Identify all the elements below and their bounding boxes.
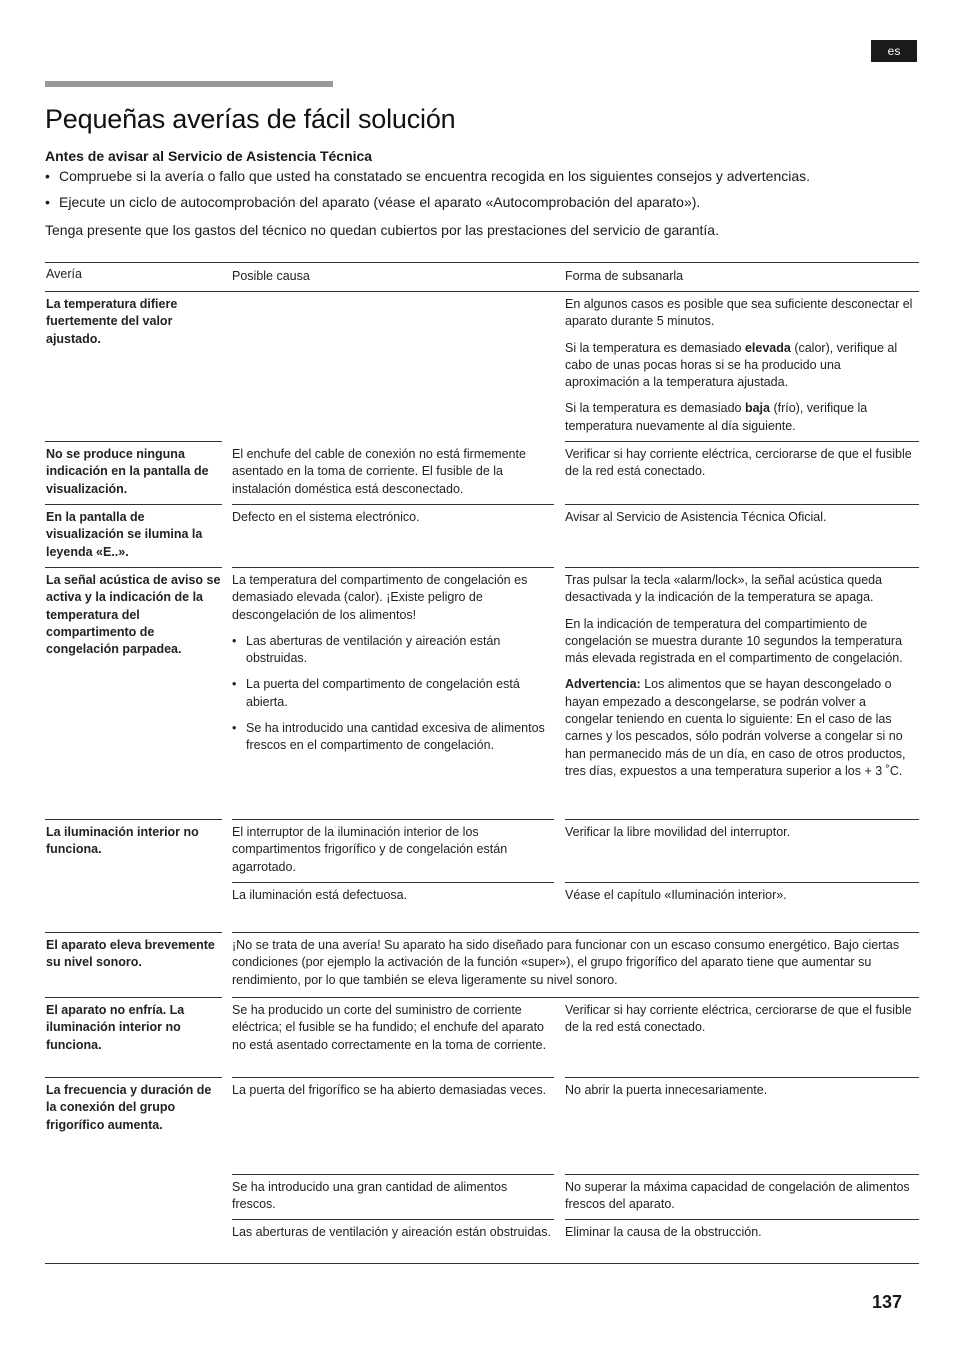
cause-text: La puerta del frigorífico se ha abierto demasiadas veces. <box>232 1083 547 1097</box>
row-rule <box>232 1219 554 1220</box>
row-rule <box>232 882 554 883</box>
fault-text: La señal acústica de aviso se activa y la indicación de la temperatura del compartimento de congelación parpadea. <box>46 573 221 657</box>
row-rule <box>45 441 222 442</box>
intro-bullet: • Ejecute un ciclo de autocomprobación del aparato (véase el aparato «Autocomprobación del aparato»). <box>45 193 920 211</box>
cause-text: Se ha producido un corte del suministro de corriente eléctrica; el fusible se ha fundido; el enchufe del aparato no está asentado correctamente en la toma de corriente. <box>232 1003 547 1052</box>
intro-section <box>45 147 920 239</box>
row-rule <box>565 441 919 442</box>
row-rule <box>232 1174 554 1175</box>
row-rule <box>232 1077 554 1078</box>
cause-text: La temperatura del compartimento de congelación es demasiado elevada (calor). ¡Existe peligro de descongelación de los alimentos! <box>232 573 528 622</box>
cause-text: La iluminación está defectuosa. <box>232 888 408 902</box>
intro-bullet: • Compruebe si la avería o fallo que usted ha constatado se encuentra recogida en los siguientes consejos y advertencias. <box>45 167 920 185</box>
solution-text: Tras pulsar la tecla «alarm/lock», la señal acústica queda desactivada y la indicación de la temperatura se apaga. <box>565 573 883 605</box>
header-rule <box>45 291 919 292</box>
row-rule <box>45 567 222 568</box>
fault-text: No se produce ninguna indicación en la pantalla de visualización. <box>46 447 209 496</box>
solution-text: En algunos casos es posible que sea suficiente desconectar el aparato durante 5 minutos. <box>565 297 913 329</box>
row-rule <box>565 819 919 820</box>
intro-heading: Antes de avisar al Servicio de Asistencia Técnica <box>45 148 373 164</box>
row-rule <box>565 882 919 883</box>
cause-bullet: • Se ha introducido una cantidad excesiva de alimentos frescos en el compartimento de congelación. <box>232 720 554 755</box>
solution-text: No superar la máxima capacidad de congelación de alimentos frescos del aparato. <box>565 1180 910 1212</box>
row-rule <box>565 1174 919 1175</box>
intro-note: Tenga presente que los gastos del técnico no quedan cubiertos por las prestaciones del servicio de garantía. <box>45 222 719 238</box>
fault-text: El aparato eleva brevemente su nivel sonoro. <box>46 938 215 970</box>
solution-text: Verificar si hay corriente eléctrica, cerciorarse de que el fusible de la red está conectado. <box>565 1003 912 1035</box>
row-rule <box>565 1077 919 1078</box>
solution-text: Verificar la libre movilidad del interruptor. <box>565 825 791 839</box>
row-rule <box>232 819 554 820</box>
row-rule <box>565 504 919 505</box>
solution-text: No abrir la puerta innecesariamente. <box>565 1083 768 1097</box>
solution-text: Si la temperatura es demasiado baja (frío), verifique la temperatura nuevamente al día siguiente. <box>565 401 868 433</box>
solution-text: Véase el capítulo «Iluminación interior». <box>565 888 787 902</box>
top-decorative-rule <box>45 81 333 87</box>
header-cause: Posible causa <box>232 269 310 283</box>
row-rule <box>232 567 554 568</box>
cause-text: Las aberturas de ventilación y aireación están obstruidas. <box>232 1225 551 1239</box>
fault-text: El aparato no enfría. La iluminación interior no funciona. <box>46 1003 185 1052</box>
header-fault: Avería <box>46 267 82 281</box>
solution-text: En la indicación de temperatura del compartimiento de congelación se muestra durante 10 segundos la temperatura más elevada registrada en el compartimento de congelación. <box>565 616 903 666</box>
header-solution: Forma de subsanarla <box>565 269 684 283</box>
solution-text: Verificar si hay corriente eléctrica, cerciorarse de que el fusible de la red está conectado. <box>565 447 912 479</box>
solution-text: Si la temperatura es demasiado elevada (calor), verifique al cabo de unas pocas horas si se ha producido una aproximación a la temperatura ajustada. <box>565 340 898 390</box>
table-bottom-rule <box>45 1263 919 1264</box>
cause-cell <box>232 572 554 764</box>
page-title: Pequeñas averías de fácil solución <box>45 104 456 134</box>
solution-cell <box>565 296 917 444</box>
row-rule <box>565 567 919 568</box>
warning-text: Advertencia: Los alimentos que se hayan descongelado o hayan empezado a descongelarse, se podrán volver a congelar teniendo en cuenta lo siguiente: En el caso de las carnes y los pescados, sólo podrán volverse a congelar si no han permanecido más de un día, en caso de otros productos, tres días, expuestos a una temperatura superior a los + 3 ˚C. <box>565 677 906 778</box>
fault-text: La frecuencia y duración de la conexión del grupo frigorífico aumenta. <box>46 1083 212 1132</box>
cause-bullet: • Las aberturas de ventilación y aireación están obstruidas. <box>232 633 554 668</box>
fault-text: En la pantalla de visualización se ilumina la leyenda «E..». <box>46 510 203 559</box>
fault-text: La temperatura difiere fuertemente del valor ajustado. <box>46 297 178 346</box>
fault-text: La iluminación interior no funciona. <box>46 825 199 857</box>
table-header-row <box>45 262 919 291</box>
row-rule <box>232 504 554 505</box>
solution-text: Avisar al Servicio de Asistencia Técnica Oficial. <box>565 510 827 524</box>
row-rule <box>45 997 222 998</box>
row-rule <box>45 819 222 820</box>
row-rule <box>45 1077 222 1078</box>
cause-bullet-list <box>232 633 554 755</box>
solution-text: Eliminar la causa de la obstrucción. <box>565 1225 762 1239</box>
intro-bullet-list <box>45 167 920 211</box>
row-rule <box>565 1219 919 1220</box>
cause-text: El interruptor de la iluminación interior de los compartimentos frigorífico y de congelación están agarrotado. <box>232 825 508 874</box>
cause-text: Defecto en el sistema electrónico. <box>232 510 420 524</box>
row-rule <box>232 997 919 998</box>
row-rule <box>45 932 222 933</box>
solution-cell <box>565 572 917 789</box>
row-rule <box>45 504 222 505</box>
cause-bullet: • La puerta del compartimento de congelación está abierta. <box>232 676 554 711</box>
page-number: 137 <box>872 1292 903 1312</box>
cause-text: El enchufe del cable de conexión no está firmemente asentado en la toma de corriente. El fusible de la instalación doméstica está desconectado. <box>232 447 526 496</box>
info-text: ¡No se trata de una avería! Su aparato ha sido diseñado para funcionar con un escaso consumo energético. Bajo ciertas condiciones (por ejemplo la activación de la función «super»), el grupo frigorífico del aparato tiene que aumentar su rendimiento, por lo que también se eleva ligeramente su nivel sonoro. <box>232 938 900 987</box>
troubleshooting-table <box>45 262 919 1239</box>
cause-text: Se ha introducido una gran cantidad de alimentos frescos. <box>232 1180 508 1212</box>
language-badge: es <box>871 40 917 62</box>
row-rule <box>232 932 919 933</box>
